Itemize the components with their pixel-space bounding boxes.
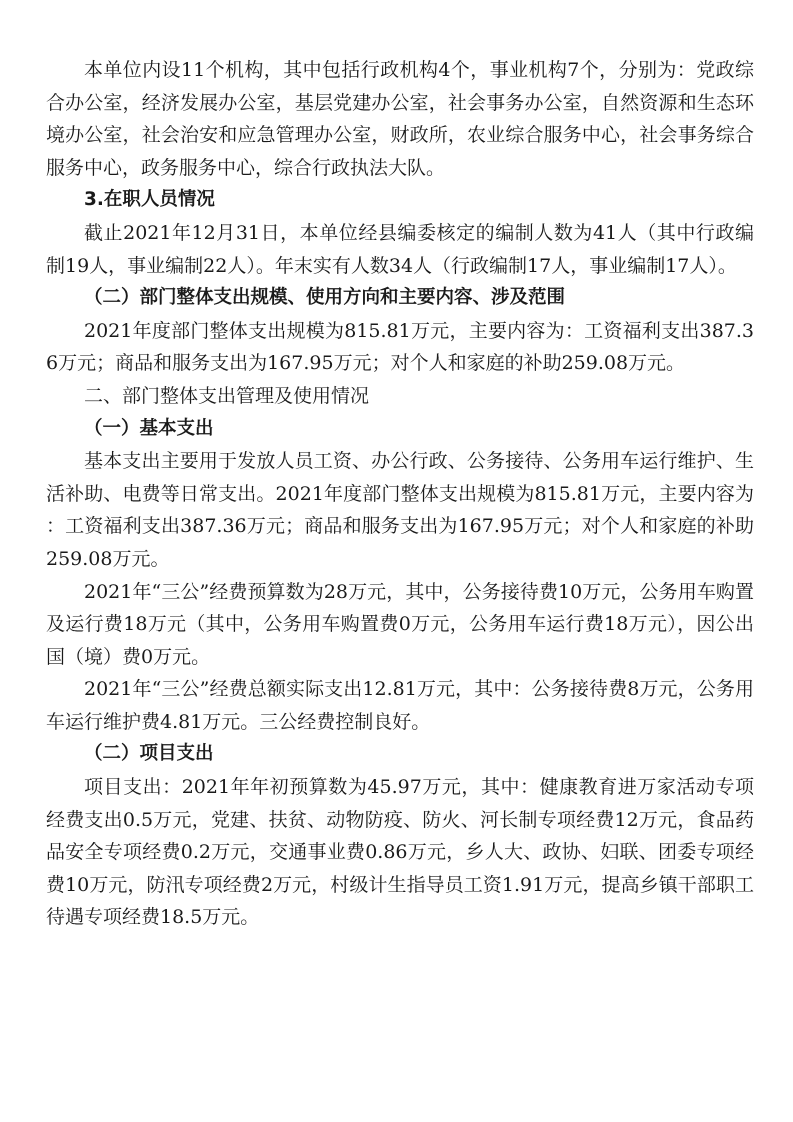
heading-section-2: 二、部门整体支出管理及使用情况 (84, 384, 370, 407)
paragraph-three-public-budget: 2021年“三公”经费预算数为28万元，其中，公务接待费10万元，公务用车购置及运行费18万元（其中，公务用车购置费0万元，公务用车运行费18万元），因公出国（境）费0万元。 (46, 580, 754, 668)
heading-staff: 3.在职人员情况 (84, 189, 215, 211)
heading-project-expenditure: （二）项目支出 (84, 743, 214, 765)
paragraph-institutions: 本单位内设11个机构，其中包括行政机构4个，事业机构7个，分别为：党政综合办公室，经济发展办公室，基层党建办公室，社会事务办公室，自然资源和生态环境办公室，社会治安和应急管理办公室，财政所，农业综合服务中心，社会事务综合服务中心，政务服务中心，综合行政执法大队。 (46, 59, 754, 179)
paragraph-staff: 截止2021年12月31日，本单位经县编委核定的编制人数为41人（其中行政编制19人，事业编制22人）。年末实有人数34人（行政编制17人，事业编制17人）。 (46, 221, 754, 277)
heading-expenditure-scope: （二）部门整体支出规模、使用方向和主要内容、涉及范围 (84, 287, 566, 309)
paragraph-basic-expenditure: 基本支出主要用于发放人员工资、办公行政、公务接待、公务用车运行维护、生活补助、电费等日常支出。2021年度部门整体支出规模为815.81万元，主要内容为：工资福利支出387.36万元；商品和服务支出为167.95万元；对个人和家庭的补助259.08万元。 (46, 450, 754, 570)
paragraph-three-public-actual: 2021年“三公”经费总额实际支出12.81万元，其中：公务接待费8万元，公务用车运行维护费4.81万元。三公经费控制良好。 (46, 678, 754, 733)
document-page (46, 54, 754, 934)
paragraph-project-expenditure: 项目支出：2021年年初预算数为45.97万元，其中：健康教育进万家活动专项经费支出0.5万元，党建、扶贫、动物防疫、防火、河长制专项经费12万元，食品药品安全专项经费0.2万元，交通事业费0.86万元，乡人大、政协、妇联、团委专项经费10万元，防汛专项经费2万元，村级计生指导员工资1.91万元，提高乡镇干部职工待遇专项经费18.5万元。 (46, 776, 754, 929)
paragraph-expenditure-scope: 2021年度部门整体支出规模为815.81万元，主要内容为：工资福利支出387.36万元；商品和服务支出为167.95万元；对个人和家庭的补助259.08万元。 (46, 319, 754, 375)
heading-basic-expenditure: （一）基本支出 (84, 417, 214, 439)
